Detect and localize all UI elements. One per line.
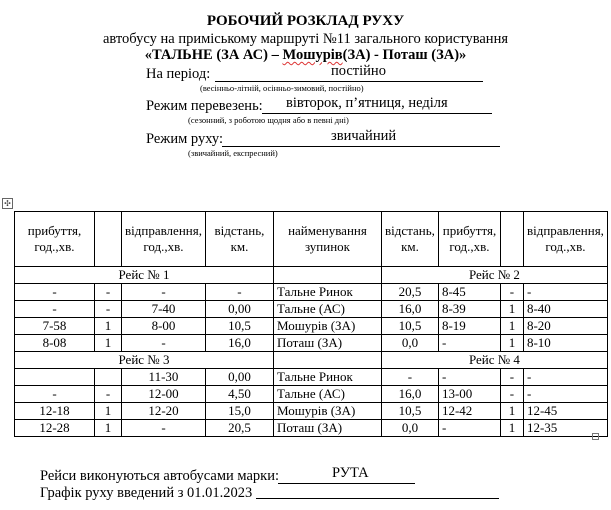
distance-right-cell: 10,5 [381, 403, 438, 420]
stop-name-cell: Тальне Ринок [273, 284, 381, 301]
header-marker-right [500, 212, 523, 267]
table-row [15, 318, 608, 335]
marker-right-cell: - [500, 386, 523, 403]
movement-value: звичайний [331, 128, 397, 144]
stop-name-cell: Поташ (ЗА) [273, 335, 381, 352]
mode-note: (сезонний, з роботою щодня або в певні дні) [188, 115, 349, 125]
distance-right-cell: - [381, 369, 438, 386]
arrival-right-cell: 8-19 [438, 318, 500, 335]
distance-right-cell: 0,0 [381, 420, 438, 437]
distance-left-cell: - [205, 284, 273, 301]
distance-left-cell: 4,50 [205, 386, 273, 403]
departure-left-cell: 12-20 [122, 403, 206, 420]
departure-left-cell: - [122, 284, 206, 301]
stop-name-cell: Мошурів (ЗА) [273, 318, 381, 335]
buses-label: Рейси виконуються автобусами марки: [40, 468, 279, 484]
movement-note: (звичайний, експресний) [188, 148, 278, 158]
page-title: РОБОЧИЙ РОЗКЛАД РУХУ [206, 13, 405, 29]
trip-row-1-2 [15, 267, 608, 284]
trip-row-3-4 [15, 352, 608, 369]
arrival-right-cell: 8-45 [438, 284, 500, 301]
arrival-left-cell: 7-58 [15, 318, 95, 335]
route-name-end: (ЗА) - Поташ (ЗА)» [342, 47, 467, 63]
marker-right-cell: 1 [500, 318, 523, 335]
table-resize-handle[interactable] [592, 433, 599, 440]
period-label: На період: [146, 66, 211, 82]
marker-left-cell: - [95, 284, 122, 301]
departure-right-cell: - [523, 284, 607, 301]
trip-divider-cell [273, 352, 381, 369]
departure-left-cell: 8-00 [122, 318, 206, 335]
trip-2-label: Рейс № 2 [381, 267, 607, 284]
departure-right-cell: 8-20 [523, 318, 607, 335]
header-marker-left [95, 212, 122, 267]
route-name-start: «ТАЛЬНЕ (ЗА АС) – [144, 47, 283, 63]
arrival-right-cell: - [438, 369, 500, 386]
route-name [0, 47, 611, 64]
marker-left-cell: - [95, 301, 122, 318]
distance-left-cell: 16,0 [205, 335, 273, 352]
distance-right-cell: 0,0 [381, 335, 438, 352]
marker-left-cell: 1 [95, 335, 122, 352]
distance-right-cell: 16,0 [381, 301, 438, 318]
departure-right-cell: 12-35 [523, 420, 607, 437]
marker-left-cell: 1 [95, 318, 122, 335]
table-move-handle[interactable]: ✣ [2, 198, 13, 209]
period-note: (весінньо-літній, осінньо-зимовий, постійно) [200, 83, 364, 93]
stop-name-cell: Поташ (ЗА) [273, 420, 381, 437]
departure-left-cell: - [122, 335, 206, 352]
arrival-right-cell: 13-00 [438, 386, 500, 403]
distance-left-cell: 20,5 [205, 420, 273, 437]
arrival-right-cell: 12-42 [438, 403, 500, 420]
departure-right-cell: 12-45 [523, 403, 607, 420]
header-departure-right: відправлення, год.,хв. [523, 212, 607, 267]
departure-left-cell: 11-30 [122, 369, 206, 386]
route-name-middle: Мошурів [282, 47, 343, 63]
departure-right-cell: 8-40 [523, 301, 607, 318]
marker-right-cell: 1 [500, 403, 523, 420]
header-arrival-left: прибуття, год.,хв. [15, 212, 95, 267]
stop-name-cell: Тальне (АС) [273, 386, 381, 403]
mode-value: вівторок, п’ятниця, неділя [286, 95, 448, 111]
header-stop-name: найменування зупинок [273, 212, 381, 267]
trip-divider-cell [273, 267, 381, 284]
movement-field [222, 130, 500, 147]
period-field [215, 65, 483, 82]
period-value: постійно [331, 63, 386, 79]
table-row [15, 420, 608, 437]
marker-right-cell: - [500, 284, 523, 301]
departure-right-cell: 8-10 [523, 335, 607, 352]
trip-1-label: Рейс № 1 [15, 267, 274, 284]
marker-left-cell: - [95, 386, 122, 403]
distance-right-cell: 16,0 [381, 386, 438, 403]
arrival-left-cell: 12-18 [15, 403, 95, 420]
arrival-right-cell: 8-39 [438, 301, 500, 318]
arrival-left-cell: - [15, 386, 95, 403]
stop-name-cell: Тальне (АС) [273, 301, 381, 318]
route-description: автобусу на приміському маршруті №11 загального користування [102, 31, 508, 47]
arrival-left-cell: - [15, 301, 95, 318]
arrival-left-cell [15, 369, 95, 386]
table-row [15, 284, 608, 301]
marker-right-cell: - [500, 369, 523, 386]
arrival-left-cell: - [15, 284, 95, 301]
table-header-row [15, 212, 608, 267]
marker-right-cell: 1 [500, 420, 523, 437]
departure-left-cell: 7-40 [122, 301, 206, 318]
header-distance-right: відстань, км. [381, 212, 438, 267]
header-distance-left: відстань, км. [205, 212, 273, 267]
arrival-left-cell: 8-08 [15, 335, 95, 352]
stop-name-cell: Тальне Ринок [273, 369, 381, 386]
distance-right-cell: 10,5 [381, 318, 438, 335]
schedule-table [14, 211, 608, 437]
departure-left-cell: 12-00 [122, 386, 206, 403]
departure-right-cell: - [523, 369, 607, 386]
trip-3-label: Рейс № 3 [15, 352, 274, 369]
distance-left-cell: 0,00 [205, 301, 273, 318]
departure-left-cell: - [122, 420, 206, 437]
movement-label: Режим руху: [146, 131, 223, 147]
arrival-right-cell: - [438, 335, 500, 352]
distance-left-cell: 10,5 [205, 318, 273, 335]
arrival-left-cell: 12-28 [15, 420, 95, 437]
marker-left-cell [95, 369, 122, 386]
marker-right-cell: 1 [500, 301, 523, 318]
table-row [15, 301, 608, 318]
arrival-right-cell: - [438, 420, 500, 437]
stop-name-cell: Мошурів (ЗА) [273, 403, 381, 420]
marker-right-cell: 1 [500, 335, 523, 352]
buses-value: РУТА [332, 465, 369, 481]
table-row [15, 386, 608, 403]
trip-4-label: Рейс № 4 [381, 352, 607, 369]
table-row [15, 369, 608, 386]
distance-left-cell: 15,0 [205, 403, 273, 420]
table-row [15, 335, 608, 352]
marker-left-cell: 1 [95, 403, 122, 420]
marker-left-cell: 1 [95, 420, 122, 437]
distance-right-cell: 20,5 [381, 284, 438, 301]
mode-label: Режим перевезень: [146, 98, 263, 114]
table-row [15, 403, 608, 420]
header-arrival-right: прибуття, год.,хв. [438, 212, 500, 267]
mode-field [262, 97, 492, 114]
intro-date-field [256, 482, 499, 499]
departure-right-cell: - [523, 386, 607, 403]
header-departure-left: відправлення, год.,хв. [122, 212, 206, 267]
distance-left-cell: 0,00 [205, 369, 273, 386]
intro-date-label: Графік руху введений з 01.01.2023 [40, 485, 253, 501]
